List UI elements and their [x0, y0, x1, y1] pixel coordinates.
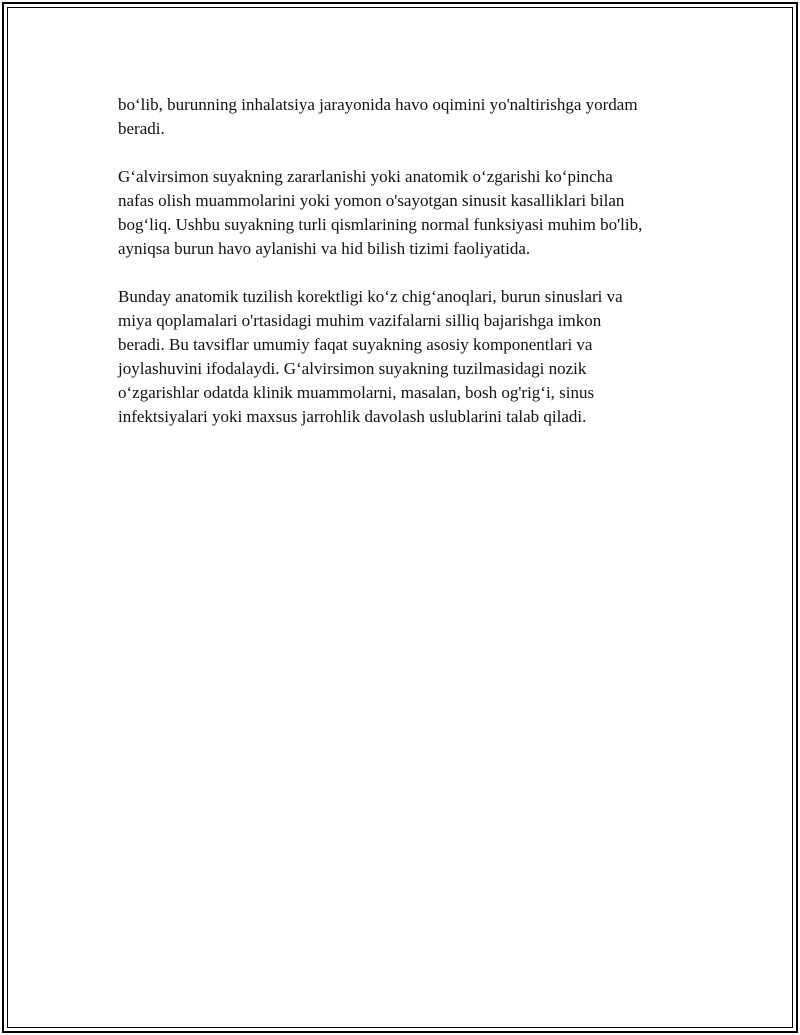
- paragraph-2: G‘alvirsimon suyakning zararlanishi yoki anatomik o‘zgarishi ko‘pincha nafas olish muammolarini yoki yomon o'sayotgan sinusit kasalliklari bilan bog‘liq. Ushbu suyakning turli qismlarining normal funksiyasi muhim bo'lib, ayniqsa burun havo aylanishi va hid bilish tizimi faoliyatida.: [118, 167, 643, 258]
- paragraph-1: bo‘lib, burunning inhalatsiya jarayonida havo oqimini yo'naltirishga yordam beradi.: [118, 95, 638, 138]
- paragraph-3: Bunday anatomik tuzilish korektligi ko‘z chig‘anoqlari, burun sinuslari va miya qoplamalari o'rtasidagi muhim vazifalarni silliq bajarishga imkon beradi. Bu tavsiflar umumiy faqat suyakning asosiy komponentlari va joylashuvini ifodalaydi. G‘alvirsimon suyakning tuzilmasidagi nozik o‘zgarishlar odatda klinik muammolarni, masalan, bosh og'rig‘i, sinus infektsiyalari yoki maxsus jarrohlik davolash uslublarini talab qiladi.: [118, 287, 623, 426]
- document-body: [118, 93, 698, 453]
